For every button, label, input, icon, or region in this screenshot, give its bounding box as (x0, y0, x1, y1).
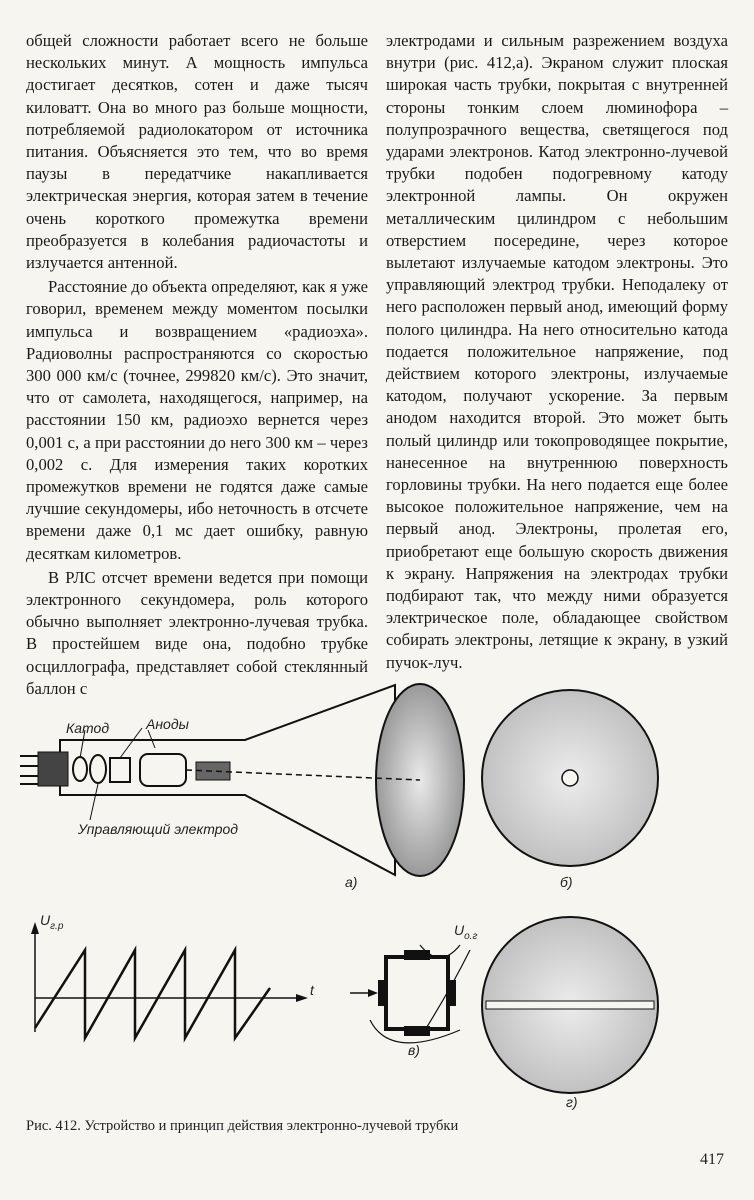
label-control-electrode: Управляющий электрод (78, 821, 239, 837)
crt-tube-side-view (20, 684, 464, 876)
sawtooth-voltage-line (35, 950, 270, 1038)
label-t: t (310, 982, 314, 998)
first-anode (110, 758, 130, 782)
beam-spot (562, 770, 578, 786)
text-column-left (26, 30, 368, 700)
cathode (73, 757, 87, 781)
page-number: 417 (700, 1151, 724, 1168)
figure-412 (0, 670, 754, 1120)
paragraph: электродами и сильным разрежением воздуха внутри (рис. 412,а). Экраном служит плоская широкая часть трубки, покрытая с внутренней стороны тонким слоем люминофора – полупрозрачного вещества, светящегося под ударами электронов. Катод электронно-лучевой трубки подобен подогревному катоду электронной лампы. Он окружен металлическим цилиндром с небольшим отверстием посередине, через которое вылетают излучаемые катодом электроны. Это управляющий электрод трубки. Неподалеку от него расположен первый анод, имеющий форму полого цилиндра. На него относительно катода подается положительное напряжение, под действием которого электроны, излучаемые катодом, получают ускорение. За первым анодом находится второй. Это может быть полый цилиндр или токопроводящее покрытие, нанесенное на внутреннюю поверхность горловины трубки. На него подается еще более высокое положительное напряжение, чем на первый анод. Электроны, пролетая его, приобретают еще большую скорость движения к экрану. Напряжения на электродах трубки подбирают так, что между ними образуется электрическое поле, обладающее свойством собирать электроны, летящие к экрану, в узкий пучок-луч. (386, 31, 728, 672)
label-u-og: $U_{о.г}$ (454, 922, 478, 942)
paragraph: Расстояние до объекта определяют, как я уже говорил, временем между моментом посылки импульса и возвращением «радиоэха». Радиоволны распространяются со скоростью 300 000 км/с (точнее, 299820 км/с). Это значит, что от самолета, находящегося, например, на расстоянии 150 км, радиоэхо вернется через 0,001 с, а при расстоянии до него 300 км – через 0,002 с. Для измерения таких коротких промежутков времени не годятся даже самые лучшие секундомеры, ибо неточность в отсчете времени даже 0,1 мс дает ошибку, равную десяткам километров. (26, 277, 368, 563)
label-anodes: Аноды (146, 716, 189, 732)
label-b: б) (560, 874, 573, 890)
tube-socket (38, 752, 68, 786)
label-cathode: Катод (66, 720, 110, 736)
sweep-line (486, 1001, 654, 1009)
paragraph: В РЛС отсчет времени ведется при помощи электронного секундомера, роль которого обычно выполняет электронно-лучевая трубка. В простейшем виде она, подобно трубке осциллографа, представляет собой стеклянный баллон с (26, 567, 368, 698)
crt-diagram (0, 670, 754, 1120)
label-a: а) (345, 874, 358, 890)
label-v: в) (408, 1042, 420, 1058)
label-g: г) (566, 1094, 578, 1110)
text-column-right (386, 30, 728, 674)
paragraph: общей сложности работает всего не больше нескольких минут. А мощность импульса достигает десятков, сотен и даже тысяч киловатт. Она во много раз больше мощности, потребляемой радиолокатором от источника питания. Объясняется это тем, что во время паузы в передатчике накапливается электрическая энергия, которая затем в течение очень короткого промежутка времени преобразуется в колебания радиочастоты и излучается антенной. (26, 31, 368, 273)
crt-screen-front-sweep (482, 917, 658, 1093)
second-anode (140, 754, 186, 786)
sawtooth-graph (31, 922, 308, 1038)
crt-screen-front-dot (482, 690, 658, 866)
deflection-plates-diagram (350, 945, 470, 1043)
label-u-gr: $U_{г.р}$ (40, 912, 64, 932)
figure-caption: Рис. 412. Устройство и принцип действия электронно-лучевой трубки (26, 1118, 459, 1134)
control-electrode (90, 755, 106, 783)
